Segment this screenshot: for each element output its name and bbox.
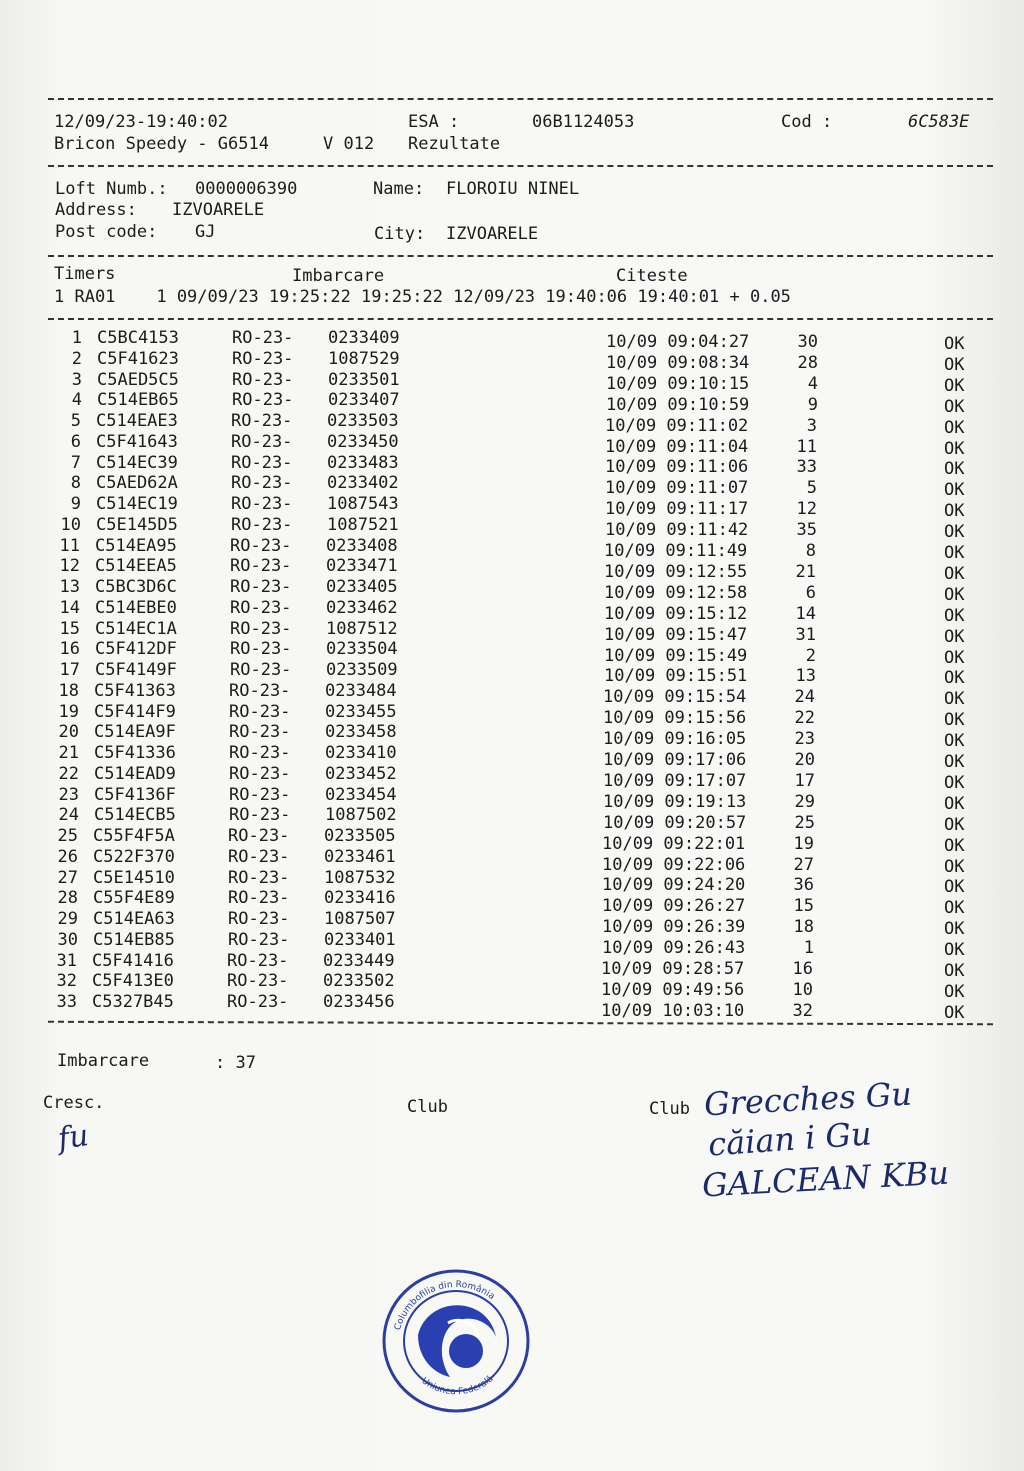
result-chip-id: C514EC19 bbox=[96, 494, 178, 514]
result-arrival-time: 10/09 09:12:58 bbox=[604, 583, 748, 603]
result-index: 9 bbox=[70, 494, 81, 514]
result-ring-number: 0233503 bbox=[327, 411, 399, 431]
result-position: 21 bbox=[795, 562, 816, 582]
loft-label: Loft Numb.: bbox=[55, 179, 168, 199]
result-arrival-time: 10/09 09:11:17 bbox=[605, 499, 749, 519]
result-arrival-time: 10/09 09:26:27 bbox=[602, 896, 746, 916]
result-position: 10 bbox=[792, 980, 813, 1000]
result-status: OK bbox=[944, 836, 965, 856]
result-chip-id: C514EA95 bbox=[95, 536, 177, 556]
result-arrival-time: 10/09 09:17:07 bbox=[603, 771, 747, 791]
result-ring-number: 0233405 bbox=[326, 577, 398, 597]
result-ring-number: 0233462 bbox=[326, 598, 398, 618]
result-index: 19 bbox=[58, 702, 79, 722]
result-position: 27 bbox=[793, 855, 814, 875]
result-ring-prefix: RO-23- bbox=[232, 328, 294, 348]
result-ring-prefix: RO-23- bbox=[230, 598, 292, 618]
result-arrival-time: 10/09 09:28:57 bbox=[601, 959, 745, 979]
result-chip-id: C514EAE3 bbox=[96, 411, 178, 431]
result-arrival-time: 10/09 09:15:56 bbox=[603, 708, 747, 728]
result-chip-id: C514EC39 bbox=[96, 453, 178, 473]
result-arrival-time: 10/09 09:08:34 bbox=[606, 353, 750, 373]
result-arrival-time: 10/09 09:20:57 bbox=[603, 813, 747, 833]
result-arrival-time: 10/09 09:26:39 bbox=[602, 917, 746, 937]
print-datetime: 12/09/23-19:40:02 bbox=[54, 112, 228, 132]
result-arrival-time: 10/09 09:15:49 bbox=[604, 646, 748, 666]
timers-label: Timers bbox=[54, 264, 116, 284]
result-position: 28 bbox=[797, 353, 818, 373]
result-status: OK bbox=[944, 627, 965, 647]
result-ring-number: 0233455 bbox=[325, 702, 397, 722]
result-chip-id: C5F41363 bbox=[94, 681, 176, 701]
result-status: OK bbox=[944, 668, 965, 688]
result-chip-id: C5E145D5 bbox=[96, 515, 178, 535]
result-ring-prefix: RO-23- bbox=[229, 722, 291, 742]
result-chip-id: C514EA9F bbox=[94, 722, 176, 742]
result-position: 19 bbox=[793, 834, 814, 854]
result-index: 16 bbox=[59, 639, 80, 659]
result-ring-number: 0233410 bbox=[325, 743, 397, 763]
result-chip-id: C5AED62A bbox=[96, 473, 178, 493]
result-ring-prefix: RO-23- bbox=[228, 868, 290, 888]
result-position: 22 bbox=[794, 708, 815, 728]
result-chip-id: C5F412DF bbox=[95, 639, 177, 659]
result-ring-number: 1087529 bbox=[328, 349, 400, 369]
result-ring-prefix: RO-23- bbox=[231, 515, 293, 535]
device-version: V 012 bbox=[323, 134, 375, 154]
result-chip-id: C5F414F9 bbox=[94, 702, 176, 722]
result-status: OK bbox=[944, 710, 965, 730]
result-status: OK bbox=[944, 982, 965, 1002]
result-status: OK bbox=[944, 606, 965, 626]
result-chip-id: C514EBE0 bbox=[95, 598, 177, 618]
result-status: OK bbox=[944, 501, 965, 521]
result-status: OK bbox=[944, 334, 965, 354]
result-status: OK bbox=[944, 961, 965, 981]
result-ring-prefix: RO-23- bbox=[230, 660, 292, 680]
result-ring-number: 0233416 bbox=[324, 888, 396, 908]
result-chip-id: C5F41416 bbox=[92, 951, 174, 971]
result-ring-prefix: RO-23- bbox=[230, 577, 292, 597]
result-arrival-time: 10/09 10:03:10 bbox=[601, 1001, 745, 1021]
result-ring-prefix: RO-23- bbox=[231, 473, 293, 493]
result-ring-number: 0233458 bbox=[325, 722, 397, 742]
result-arrival-time: 10/09 09:10:15 bbox=[606, 374, 750, 394]
result-arrival-time: 10/09 09:26:43 bbox=[602, 938, 746, 958]
result-ring-prefix: RO-23- bbox=[228, 847, 290, 867]
result-status: OK bbox=[944, 585, 965, 605]
result-ring-number: 1087502 bbox=[325, 805, 397, 825]
result-index: 2 bbox=[71, 349, 82, 369]
result-status: OK bbox=[944, 397, 965, 417]
result-arrival-time: 10/09 09:12:55 bbox=[604, 562, 748, 582]
result-position: 11 bbox=[796, 437, 817, 457]
result-status: OK bbox=[944, 752, 965, 772]
result-ring-prefix: RO-23- bbox=[227, 951, 289, 971]
result-status: OK bbox=[944, 1003, 965, 1023]
result-position: 13 bbox=[795, 666, 816, 686]
result-ring-number: 0233483 bbox=[327, 453, 399, 473]
result-index: 21 bbox=[58, 743, 79, 763]
result-position: 24 bbox=[794, 687, 815, 707]
result-index: 30 bbox=[57, 930, 78, 950]
result-arrival-time: 10/09 09:15:47 bbox=[604, 625, 748, 645]
club-label-2: Club bbox=[649, 1099, 690, 1119]
result-ring-prefix: RO-23- bbox=[230, 639, 292, 659]
result-ring-prefix: RO-23- bbox=[228, 930, 290, 950]
result-ring-number: 0233504 bbox=[326, 639, 398, 659]
result-chip-id: C514EB85 bbox=[93, 930, 175, 950]
result-index: 15 bbox=[59, 619, 80, 639]
result-status: OK bbox=[944, 919, 965, 939]
result-chip-id: C514EC1A bbox=[95, 619, 177, 639]
citeste-heading: Citeste bbox=[616, 266, 688, 286]
result-chip-id: C514EA63 bbox=[93, 909, 175, 929]
result-position: 25 bbox=[794, 813, 815, 833]
result-index: 11 bbox=[59, 536, 80, 556]
handwritten-line-3: GALCEAN KBu bbox=[701, 1153, 950, 1205]
esa-label: ESA : bbox=[408, 112, 460, 132]
result-position: 20 bbox=[794, 750, 815, 770]
result-position: 29 bbox=[794, 792, 815, 812]
result-ring-number: 0233450 bbox=[327, 432, 399, 452]
result-chip-id: C5BC3D6C bbox=[95, 577, 177, 597]
result-ring-number: 0233407 bbox=[328, 390, 400, 410]
result-status: OK bbox=[944, 543, 965, 563]
handwritten-line-2: căian i Gu bbox=[706, 1114, 873, 1164]
result-chip-id: C5F4136F bbox=[94, 785, 176, 805]
handwritten-line-1: Grecches Gu bbox=[703, 1074, 913, 1124]
result-ring-prefix: RO-23- bbox=[232, 370, 294, 390]
result-chip-id: C514EEA5 bbox=[95, 556, 177, 576]
result-index: 8 bbox=[70, 473, 81, 493]
city-label: City: bbox=[374, 224, 426, 244]
fancier-name: FLOROIU NINEL bbox=[446, 179, 580, 199]
result-position: 6 bbox=[805, 583, 816, 603]
result-position: 2 bbox=[805, 646, 816, 666]
cresc-label: Cresc. bbox=[43, 1093, 105, 1113]
result-ring-prefix: RO-23- bbox=[230, 536, 292, 556]
result-status: OK bbox=[944, 376, 965, 396]
result-ring-prefix: RO-23- bbox=[229, 805, 291, 825]
result-index: 6 bbox=[70, 432, 81, 452]
result-status: OK bbox=[944, 857, 965, 877]
result-chip-id: C5F41336 bbox=[94, 743, 176, 763]
result-status: OK bbox=[944, 940, 965, 960]
result-ring-prefix: RO-23- bbox=[230, 556, 292, 576]
result-position: 8 bbox=[805, 541, 816, 561]
device-name: Bricon Speedy - G6514 bbox=[54, 134, 269, 154]
result-chip-id: C5F413E0 bbox=[92, 971, 174, 991]
result-chip-id: C55F4E89 bbox=[93, 888, 175, 908]
loft-number: 0000006390 bbox=[195, 179, 298, 199]
result-ring-number: 0233509 bbox=[326, 660, 398, 680]
result-ring-prefix: RO-23- bbox=[231, 494, 293, 514]
result-index: 3 bbox=[71, 370, 82, 390]
result-ring-number: 0233401 bbox=[324, 930, 396, 950]
result-ring-number: 0233452 bbox=[325, 764, 397, 784]
stamp-text-top: Columbofilia din România bbox=[393, 1279, 497, 1332]
result-index: 28 bbox=[57, 888, 78, 908]
result-arrival-time: 10/09 09:11:49 bbox=[604, 541, 748, 561]
result-arrival-time: 10/09 09:15:51 bbox=[604, 666, 748, 686]
result-chip-id: C522F370 bbox=[93, 847, 175, 867]
result-status: OK bbox=[944, 355, 965, 375]
result-ring-prefix: RO-23- bbox=[229, 681, 291, 701]
result-ring-number: 1087512 bbox=[326, 619, 398, 639]
report-title: Rezultate bbox=[408, 134, 501, 154]
result-ring-prefix: RO-23- bbox=[230, 619, 292, 639]
result-status: OK bbox=[944, 480, 965, 500]
result-status: OK bbox=[944, 877, 965, 897]
divider bbox=[48, 318, 993, 320]
result-ring-number: 0233454 bbox=[325, 785, 397, 805]
result-position: 14 bbox=[795, 604, 816, 624]
result-arrival-time: 10/09 09:11:07 bbox=[605, 478, 749, 498]
result-index: 22 bbox=[58, 764, 79, 784]
svg-text:Uniunea Federală bbox=[419, 1374, 495, 1397]
result-arrival-time: 10/09 09:11:02 bbox=[605, 416, 749, 436]
result-ring-number: 0233456 bbox=[323, 992, 395, 1012]
result-ring-prefix: RO-23- bbox=[228, 888, 290, 908]
name-label: Name: bbox=[373, 179, 425, 199]
result-arrival-time: 10/09 09:16:05 bbox=[603, 729, 747, 749]
result-arrival-time: 10/09 09:11:06 bbox=[605, 457, 749, 477]
result-position: 1 bbox=[803, 938, 814, 958]
result-status: OK bbox=[944, 689, 965, 709]
result-ring-number: 1087532 bbox=[324, 868, 396, 888]
result-position: 30 bbox=[797, 332, 818, 352]
result-chip-id: C514EAD9 bbox=[94, 764, 176, 784]
result-ring-prefix: RO-23- bbox=[231, 432, 293, 452]
divider bbox=[48, 165, 993, 167]
result-ring-number: 0233461 bbox=[324, 847, 396, 867]
result-ring-number: 0233502 bbox=[323, 971, 395, 991]
result-ring-number: 0233471 bbox=[326, 556, 398, 576]
result-arrival-time: 10/09 09:15:12 bbox=[604, 604, 748, 624]
result-status: OK bbox=[944, 731, 965, 751]
stamp-text-bottom: Uniunea Federală bbox=[419, 1373, 496, 1398]
result-ring-number: 0233501 bbox=[328, 370, 400, 390]
address-value: IZVOARELE bbox=[172, 200, 265, 220]
result-ring-prefix: RO-23- bbox=[229, 764, 291, 784]
result-position: 12 bbox=[796, 499, 817, 519]
result-ring-number: 0233505 bbox=[324, 826, 396, 846]
result-arrival-time: 10/09 09:11:42 bbox=[605, 520, 749, 540]
result-ring-number: 0233449 bbox=[323, 951, 395, 971]
postcode-value: GJ bbox=[195, 222, 216, 242]
result-index: 13 bbox=[59, 577, 80, 597]
result-ring-prefix: RO-23- bbox=[229, 785, 291, 805]
result-ring-number: 0233484 bbox=[325, 681, 397, 701]
address-label: Address: bbox=[55, 200, 137, 220]
result-chip-id: C5327B45 bbox=[92, 992, 174, 1012]
result-chip-id: C5E14510 bbox=[93, 868, 175, 888]
result-index: 10 bbox=[60, 515, 81, 535]
result-position: 9 bbox=[807, 395, 818, 415]
fancier-signature: fu bbox=[55, 1118, 91, 1157]
result-ring-number: 0233408 bbox=[326, 536, 398, 556]
result-position: 5 bbox=[806, 478, 817, 498]
result-ring-prefix: RO-23- bbox=[231, 411, 293, 431]
result-index: 23 bbox=[58, 785, 79, 805]
result-chip-id: C5AED5C5 bbox=[97, 370, 179, 390]
result-ring-prefix: RO-23- bbox=[232, 390, 294, 410]
result-position: 35 bbox=[796, 520, 817, 540]
result-ring-number: 0233409 bbox=[328, 328, 400, 348]
result-chip-id: C5F41623 bbox=[97, 349, 179, 369]
result-arrival-time: 10/09 09:22:06 bbox=[602, 855, 746, 875]
result-position: 23 bbox=[794, 729, 815, 749]
postcode-label: Post code: bbox=[55, 222, 158, 242]
result-index: 5 bbox=[70, 411, 81, 431]
result-ring-prefix: RO-23- bbox=[231, 453, 293, 473]
result-position: 4 bbox=[807, 374, 818, 394]
result-index: 26 bbox=[57, 847, 78, 867]
result-index: 7 bbox=[70, 453, 81, 473]
result-position: 32 bbox=[792, 1001, 813, 1021]
result-position: 36 bbox=[793, 875, 814, 895]
result-status: OK bbox=[944, 648, 965, 668]
result-status: OK bbox=[944, 418, 965, 438]
result-status: OK bbox=[944, 439, 965, 459]
result-arrival-time: 10/09 09:04:27 bbox=[606, 332, 750, 352]
result-status: OK bbox=[944, 815, 965, 835]
result-index: 31 bbox=[56, 951, 77, 971]
result-arrival-time: 10/09 09:19:13 bbox=[603, 792, 747, 812]
result-arrival-time: 10/09 09:22:01 bbox=[602, 834, 746, 854]
result-index: 33 bbox=[56, 992, 77, 1012]
result-index: 29 bbox=[57, 909, 78, 929]
result-index: 27 bbox=[57, 868, 78, 888]
result-ring-prefix: RO-23- bbox=[227, 971, 289, 991]
imbarcare-total-value: : 37 bbox=[215, 1053, 256, 1073]
result-index: 1 bbox=[71, 328, 82, 348]
result-index: 17 bbox=[59, 660, 80, 680]
result-status: OK bbox=[944, 773, 965, 793]
result-position: 33 bbox=[796, 457, 817, 477]
result-chip-id: C5F4149F bbox=[95, 660, 177, 680]
result-arrival-time: 10/09 09:17:06 bbox=[603, 750, 747, 770]
result-ring-number: 1087507 bbox=[324, 909, 396, 929]
result-position: 31 bbox=[795, 625, 816, 645]
result-index: 25 bbox=[57, 826, 78, 846]
result-chip-id: C5F41643 bbox=[96, 432, 178, 452]
result-chip-id: C514EB65 bbox=[97, 390, 179, 410]
result-index: 24 bbox=[58, 805, 79, 825]
divider bbox=[48, 1021, 993, 1025]
result-ring-prefix: RO-23- bbox=[229, 702, 291, 722]
result-chip-id: C5BC4153 bbox=[97, 328, 179, 348]
result-position: 15 bbox=[793, 896, 814, 916]
result-arrival-time: 10/09 09:24:20 bbox=[602, 875, 746, 895]
imbarcare-total-label: Imbarcare bbox=[57, 1051, 150, 1071]
city-value: IZVOARELE bbox=[446, 224, 539, 244]
result-index: 20 bbox=[58, 722, 79, 742]
result-index: 32 bbox=[56, 971, 77, 991]
result-ring-prefix: RO-23- bbox=[227, 992, 289, 1012]
result-ring-prefix: RO-23- bbox=[228, 909, 290, 929]
cod-value: 6C583E bbox=[908, 112, 970, 132]
result-status: OK bbox=[944, 794, 965, 814]
result-status: OK bbox=[944, 564, 965, 584]
result-status: OK bbox=[944, 459, 965, 479]
result-ring-prefix: RO-23- bbox=[228, 826, 290, 846]
result-ring-number: 1087543 bbox=[327, 494, 399, 514]
timer-line: 1 RA01 1 09/09/23 19:25:22 19:25:22 12/09/23 19:40:06 19:40:01 + 0.05 bbox=[54, 287, 791, 307]
club-label-1: Club bbox=[407, 1097, 448, 1117]
result-chip-id: C514ECB5 bbox=[94, 805, 176, 825]
club-stamp-seal bbox=[378, 1265, 534, 1415]
result-arrival-time: 10/09 09:11:04 bbox=[605, 437, 749, 457]
divider bbox=[48, 98, 993, 100]
esa-value: 06B1124053 bbox=[532, 112, 635, 132]
result-arrival-time: 10/09 09:10:59 bbox=[606, 395, 750, 415]
result-position: 17 bbox=[794, 771, 815, 791]
result-arrival-time: 10/09 09:49:56 bbox=[601, 980, 745, 1000]
result-index: 18 bbox=[58, 681, 79, 701]
result-index: 4 bbox=[71, 390, 82, 410]
result-ring-prefix: RO-23- bbox=[229, 743, 291, 763]
result-status: OK bbox=[944, 898, 965, 918]
divider bbox=[48, 255, 993, 257]
result-ring-number: 1087521 bbox=[327, 515, 399, 535]
result-position: 3 bbox=[806, 416, 817, 436]
result-ring-prefix: RO-23- bbox=[232, 349, 294, 369]
result-position: 18 bbox=[793, 917, 814, 937]
result-index: 12 bbox=[59, 556, 80, 576]
result-ring-number: 0233402 bbox=[327, 473, 399, 493]
imbarcare-heading: Imbarcare bbox=[292, 266, 385, 286]
cod-label: Cod : bbox=[781, 112, 833, 132]
result-status: OK bbox=[944, 522, 965, 542]
result-position: 16 bbox=[792, 959, 813, 979]
result-chip-id: C55F4F5A bbox=[93, 826, 175, 846]
result-index: 14 bbox=[59, 598, 80, 618]
result-arrival-time: 10/09 09:15:54 bbox=[603, 687, 747, 707]
